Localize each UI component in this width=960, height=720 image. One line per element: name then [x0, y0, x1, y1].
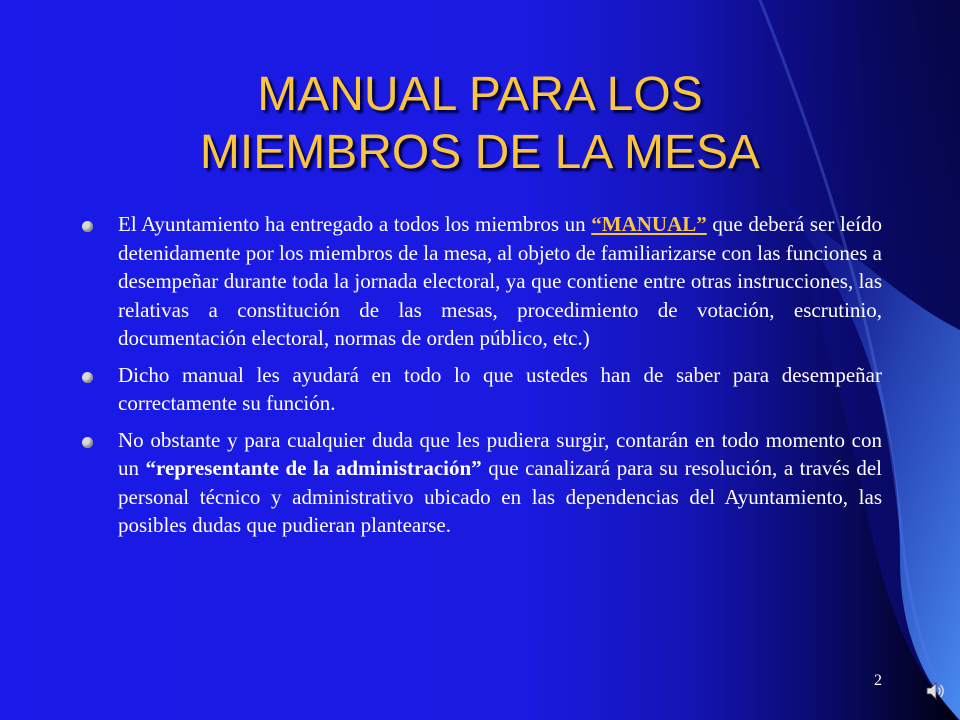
title-line-1: MANUAL PARA LOS: [257, 68, 703, 121]
bullet-text-pre: No obstante y para cualquier duda que les pudiera surgir, contarán en todo momento con un: [118, 427, 882, 480]
bullet-item: [82, 426, 882, 540]
title-line-2: MIEMBROS DE LA MESA: [199, 126, 761, 179]
bullet-item: [82, 361, 882, 418]
representative-strong: “representante de la administración”: [145, 456, 482, 480]
bullet-item: [82, 210, 882, 353]
speaker-icon[interactable]: [924, 680, 946, 702]
manual-highlight: “MANUAL”: [591, 212, 707, 236]
bullet-text: Dicho manual les ayudará en todo lo que ustedes han de saber para desempeñar correctamente su función.: [118, 362, 882, 415]
slide-title: [80, 66, 880, 182]
page-number: 2: [874, 672, 882, 689]
bullet-text-post: que canalizará para su resolución, a través del personal técnico y administrativo ubicado en las dependencias del Ayuntamiento, las posibles dudas que pudieran plantearse.: [118, 456, 883, 537]
bullet-text-post: que deberá ser leído detenidamente por los miembros de la mesa, al objeto de familiarizarse con las funciones a desempeñar durante toda la jornada electoral, ya que contiene entre otras instrucciones, las relativas a constitución de las mesas, procedimiento de votación, escrutinio, documentación electoral, normas de orden público, etc.): [118, 212, 882, 350]
bullet-dot-icon: [82, 437, 93, 448]
bullet-text-pre: El Ayuntamiento ha entregado a todos los miembros un: [118, 212, 592, 236]
bullet-dot-icon: [82, 372, 93, 383]
bullet-list: [82, 210, 882, 548]
bullet-dot-icon: [82, 221, 93, 232]
